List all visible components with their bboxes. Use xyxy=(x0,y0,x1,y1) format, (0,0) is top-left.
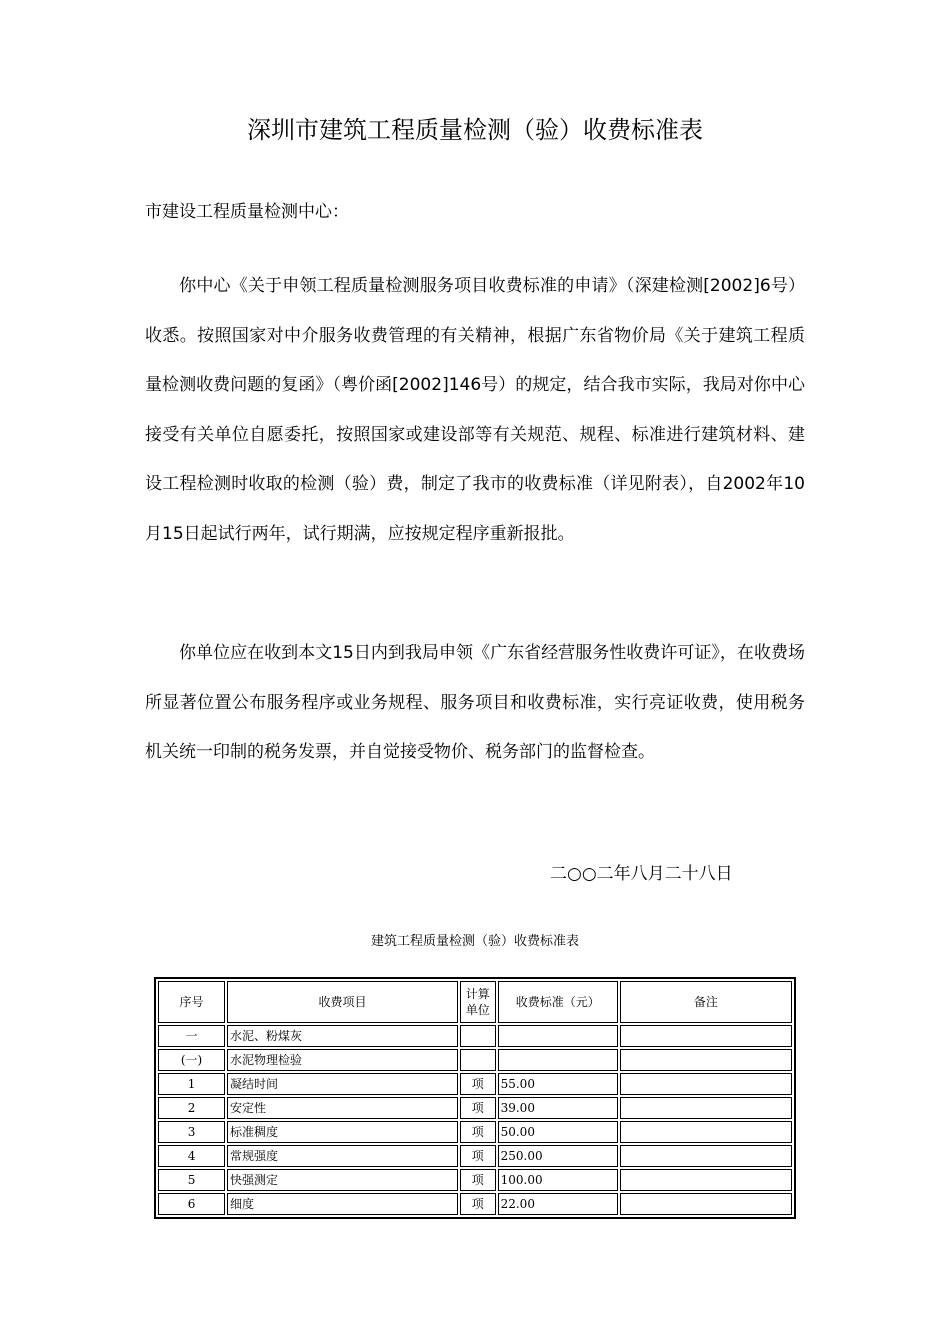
cell-unit: 项 xyxy=(460,1121,496,1143)
table-row xyxy=(158,1121,792,1143)
table-row xyxy=(158,1073,792,1095)
table-row xyxy=(158,1097,792,1119)
cell-unit xyxy=(460,1025,496,1047)
cell-item: 安定性 xyxy=(227,1097,458,1119)
cell-note xyxy=(620,1049,792,1071)
cell-item: 水泥物理检验 xyxy=(227,1049,458,1071)
paragraph-2-text: 你单位应在收到本文15日内到我局申领《广东省经营服务性收费许可证》，在收费场所显著位置公布服务程序或业务规程、服务项目和收费标准，实行亮证收费，使用税务机关统一印制的税务发票，并自觉接受物价、税务部门的监督检查。 xyxy=(145,643,805,762)
header-unit: 计算单位 xyxy=(460,981,496,1023)
paragraph-2 xyxy=(145,629,805,778)
cell-no: 一 xyxy=(158,1025,225,1047)
header-no: 序号 xyxy=(158,981,225,1023)
table-row xyxy=(158,1025,792,1047)
cell-fee: 50.00 xyxy=(498,1121,618,1143)
cell-item: 快强测定 xyxy=(227,1169,458,1191)
table-row xyxy=(158,1145,792,1167)
cell-item: 常规强度 xyxy=(227,1145,458,1167)
cell-no: 1 xyxy=(158,1073,225,1095)
cell-note xyxy=(620,1169,792,1191)
cell-unit: 项 xyxy=(460,1169,496,1191)
header-note: 备注 xyxy=(620,981,792,1023)
document-date: 二○○二年八月二十八日 xyxy=(550,864,733,884)
cell-unit: 项 xyxy=(460,1073,496,1095)
cell-unit: 项 xyxy=(460,1145,496,1167)
cell-no: 5 xyxy=(158,1169,225,1191)
table-row xyxy=(158,1049,792,1071)
table-header-row xyxy=(158,981,792,1023)
cell-unit xyxy=(460,1049,496,1071)
table-title: 建筑工程质量检测（验）收费标准表 xyxy=(370,934,579,949)
table-body xyxy=(158,1025,792,1215)
cell-note xyxy=(620,1121,792,1143)
cell-fee: 100.00 xyxy=(498,1169,618,1191)
cell-no: 6 xyxy=(158,1193,225,1215)
cell-item: 水泥、粉煤灰 xyxy=(227,1025,458,1047)
cell-fee: 250.00 xyxy=(498,1145,618,1167)
table-row xyxy=(158,1193,792,1215)
cell-note xyxy=(620,1025,792,1047)
paragraph-1 xyxy=(145,262,805,559)
cell-no: 3 xyxy=(158,1121,225,1143)
cell-fee xyxy=(498,1025,618,1047)
cell-fee xyxy=(498,1049,618,1071)
paragraph-1-text: 你中心《关于申领工程质量检测服务项目收费标准的申请》（深建检测[2002]6号）收悉。按照国家对中介服务收费管理的有关精神，根据广东省物价局《关于建筑工程质量检测收费问题的复函》（粤价函[2002]146号）的规定，结合我市实际，我局对你中心接受有关单位自愿委托，按照国家或建设部等有关规范、规程、标准进行建筑材料、建设工程检测时收取的检测（验）费，制定了我市的收费标准（详见附表），自2002年10月15日起试行两年，试行期满，应按规定程序重新报批。 xyxy=(145,276,805,544)
document-title: 深圳市建筑工程质量检测（验）收费标准表 xyxy=(247,116,703,144)
salutation: 市建设工程质量检测中心： xyxy=(145,202,349,222)
cell-no: (一) xyxy=(158,1049,225,1071)
cell-fee: 55.00 xyxy=(498,1073,618,1095)
cell-unit: 项 xyxy=(460,1097,496,1119)
cell-item: 细度 xyxy=(227,1193,458,1215)
header-item: 收费项目 xyxy=(227,981,458,1023)
cell-no: 2 xyxy=(158,1097,225,1119)
cell-fee: 39.00 xyxy=(498,1097,618,1119)
cell-item: 标准稠度 xyxy=(227,1121,458,1143)
cell-fee: 22.00 xyxy=(498,1193,618,1215)
cell-note xyxy=(620,1097,792,1119)
cell-note xyxy=(620,1073,792,1095)
header-fee: 收费标准（元） xyxy=(498,981,618,1023)
fee-table xyxy=(154,977,796,1219)
cell-unit: 项 xyxy=(460,1193,496,1215)
cell-item: 凝结时间 xyxy=(227,1073,458,1095)
cell-note xyxy=(620,1145,792,1167)
cell-no: 4 xyxy=(158,1145,225,1167)
cell-note xyxy=(620,1193,792,1215)
table-row xyxy=(158,1169,792,1191)
